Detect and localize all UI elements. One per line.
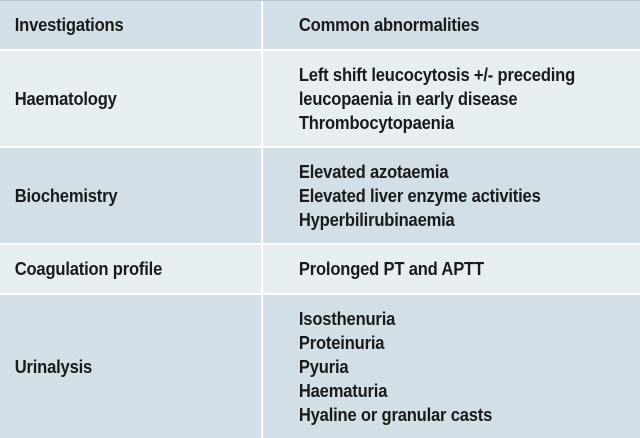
- investigation-cell: Coagulation profile: [0, 245, 263, 293]
- table-row-coagulation-profile: [0, 245, 640, 295]
- abnormality-line: Thrombocytopaenia: [298, 112, 455, 133]
- abnormality-line: Elevated liver enzyme activities: [298, 185, 541, 206]
- table-row-urinalysis: [0, 295, 640, 438]
- abnormalities-cell: [286, 295, 612, 438]
- table-row-biochemistry: [0, 148, 640, 245]
- abnormalities-cell: [286, 51, 612, 146]
- investigation-cell: Biochemistry: [0, 148, 263, 243]
- abnormality-line: leucopaenia in early disease: [298, 88, 518, 109]
- abnormality-line: Hyperbilirubinaemia: [298, 209, 455, 230]
- table-header-row: [0, 1, 640, 51]
- investigation-cell: Urinalysis: [0, 295, 263, 438]
- abnormality-line: Haematuria: [298, 380, 388, 401]
- abnormality-line: Prolonged PT and APTT: [298, 259, 484, 279]
- abnormality-line: Hyaline or granular casts: [298, 404, 493, 425]
- abnormalities-cell: [286, 245, 612, 293]
- abnormalities-cell: [286, 148, 612, 243]
- investigation-cell: Haematology: [0, 51, 263, 146]
- abnormality-line: Pyuria: [298, 356, 349, 377]
- header-investigations: Investigations: [0, 1, 263, 49]
- abnormality-line: Isosthenuria: [298, 308, 396, 329]
- header-common-abnormalities: [286, 1, 612, 49]
- abnormality-line: Elevated azotaemia: [298, 161, 449, 182]
- abnormality-line: Left shift leucocytosis +/- preceding: [298, 64, 576, 85]
- header-common-abnormalities-label: Common abnormalities: [298, 15, 480, 35]
- table-row-haematology: [0, 51, 640, 148]
- abnormality-line: Proteinuria: [298, 332, 385, 353]
